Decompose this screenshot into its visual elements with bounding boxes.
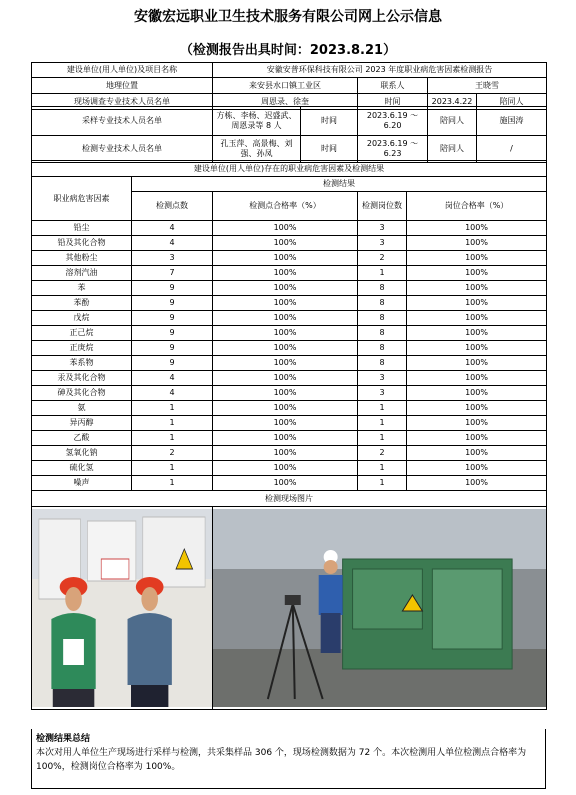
cell-points: 2 (132, 446, 213, 461)
cell-point-rate: 100% (213, 311, 358, 326)
photo-site-cell (213, 507, 547, 710)
cell-point-rate: 100% (213, 446, 358, 461)
cell-factor: 正己烷 (32, 326, 132, 341)
cell-factor: 硫化氢 (32, 461, 132, 476)
staff-sheet (31, 106, 546, 163)
cell-factor: 汞及其化合物 (32, 371, 132, 386)
cell-posts: 3 (358, 236, 407, 251)
cell-points: 1 (132, 461, 213, 476)
table-row (32, 341, 547, 356)
cell-factor: 噪声 (32, 476, 132, 491)
cell-factor: 氨 (32, 401, 132, 416)
sampling-time: 2023.6.19 ～6.20 (358, 107, 428, 136)
table-row (32, 356, 547, 371)
contact-label: 联系人 (358, 78, 428, 94)
cell-points: 4 (132, 386, 213, 401)
cell-point-rate: 100% (213, 431, 358, 446)
site-photo-image (213, 509, 546, 707)
survey-time: 2023.4.22 (428, 94, 477, 110)
cell-factor: 苯 (32, 281, 132, 296)
table-row (32, 401, 547, 416)
cell-points: 9 (132, 311, 213, 326)
cell-point-rate: 100% (213, 236, 358, 251)
col-post-rate: 岗位合格率（%） (407, 192, 547, 221)
sampling-value: 方栋、李杨、迟盛武、周恩录等 8 人 (213, 107, 301, 136)
location-value: 来安县水口镇工业区 (213, 78, 358, 94)
info-sheet (31, 62, 546, 110)
cell-factor: 铅尘 (32, 221, 132, 236)
companion-name: 施国涛 (477, 107, 547, 136)
cell-factor: 正庚烷 (32, 341, 132, 356)
cell-factor: 砷及其化合物 (32, 386, 132, 401)
cell-post-rate: 100% (407, 281, 547, 296)
cell-point-rate: 100% (213, 416, 358, 431)
cell-posts: 1 (358, 401, 407, 416)
cell-posts: 1 (358, 476, 407, 491)
cell-point-rate: 100% (213, 461, 358, 476)
table-row (32, 251, 547, 266)
table-row (32, 326, 547, 341)
photos-section-title: 检测现场图片 (32, 491, 547, 507)
staff-photo (32, 509, 212, 707)
table-row (32, 371, 547, 386)
cell-point-rate: 100% (213, 341, 358, 356)
results-rows (32, 221, 547, 491)
summary-heading: 检测结果总结 (36, 734, 91, 744)
cell-point-rate: 100% (213, 356, 358, 371)
cell-posts: 8 (358, 311, 407, 326)
cell-post-rate: 100% (407, 401, 547, 416)
col-point-rate: 检测点合格率（%） (213, 192, 358, 221)
cell-point-rate: 100% (213, 266, 358, 281)
table-row (32, 221, 547, 236)
summary-box (31, 729, 546, 789)
page-title: 安徽宏远职业卫生技术服务有限公司网上公示信息 (134, 9, 442, 25)
cell-posts: 8 (358, 341, 407, 356)
results-sheet (31, 160, 546, 710)
cell-point-rate: 100% (213, 371, 358, 386)
cell-factor: 戊烷 (32, 311, 132, 326)
cell-points: 1 (132, 431, 213, 446)
sampling-time-label: 时间 (301, 107, 358, 136)
cell-point-rate: 100% (213, 251, 358, 266)
sampling-label: 采样专业技术人员名单 (32, 107, 213, 136)
cell-post-rate: 100% (407, 476, 547, 491)
cell-points: 4 (132, 221, 213, 236)
cell-post-rate: 100% (407, 386, 547, 401)
survey-companion-label: 陪同人 (477, 94, 547, 110)
cell-factor: 苯酚 (32, 296, 132, 311)
survey-value: 周恩录、徐奎 (213, 94, 358, 110)
cell-posts: 3 (358, 386, 407, 401)
cell-points: 1 (132, 416, 213, 431)
cell-factor: 氢氧化钠 (32, 446, 132, 461)
cell-post-rate: 100% (407, 311, 547, 326)
cell-posts: 8 (358, 326, 407, 341)
table-row (32, 461, 547, 476)
cell-posts: 1 (358, 416, 407, 431)
cell-points: 4 (132, 236, 213, 251)
cell-point-rate: 100% (213, 476, 358, 491)
summary-text: 本次对用人单位生产现场进行采样与检测，共采集样品 306 个，现场检测数据为 72 个。本次检测用人单位检测点合格率为 100%，检测岗位合格率为 100%。 (36, 748, 527, 772)
table-row (32, 296, 547, 311)
cell-posts: 8 (358, 296, 407, 311)
cell-posts: 1 (358, 431, 407, 446)
test-companion-label: 陪同人 (428, 136, 477, 163)
cell-posts: 8 (358, 281, 407, 296)
cell-factor: 其他粉尘 (32, 251, 132, 266)
staff-photo-image (32, 509, 212, 707)
site-photo (213, 509, 546, 707)
cell-post-rate: 100% (407, 236, 547, 251)
results-group-header: 检测结果 (132, 177, 547, 192)
test-time-label: 时间 (301, 136, 358, 163)
cell-posts: 1 (358, 266, 407, 281)
table-row (32, 281, 547, 296)
cell-point-rate: 100% (213, 401, 358, 416)
cell-post-rate: 100% (407, 431, 547, 446)
cell-factor: 铅及其化合物 (32, 236, 132, 251)
cell-points: 3 (132, 251, 213, 266)
table-row (32, 311, 547, 326)
table-row (32, 431, 547, 446)
cell-post-rate: 100% (407, 416, 547, 431)
cell-factor: 苯系物 (32, 356, 132, 371)
test-value: 孔玉萍、高景梅、刘强、孙凤 (213, 136, 301, 163)
table-row (32, 266, 547, 281)
cell-points: 1 (132, 476, 213, 491)
cell-point-rate: 100% (213, 281, 358, 296)
cell-post-rate: 100% (407, 326, 547, 341)
table-row (32, 236, 547, 251)
cell-posts: 8 (358, 356, 407, 371)
cell-point-rate: 100% (213, 296, 358, 311)
cell-post-rate: 100% (407, 356, 547, 371)
table-row (32, 446, 547, 461)
sampling-companion-label: 陪同人 (428, 107, 477, 136)
cell-post-rate: 100% (407, 221, 547, 236)
cell-posts: 2 (358, 446, 407, 461)
cell-points: 9 (132, 281, 213, 296)
results-section-title: 建设单位(用人单位)存在的职业病危害因素及检测结果 (32, 161, 547, 177)
table-row (32, 386, 547, 401)
cell-points: 9 (132, 326, 213, 341)
cell-factor: 溶剂汽油 (32, 266, 132, 281)
cell-point-rate: 100% (213, 221, 358, 236)
report-date: （检测报告出具时间：2023.8.21） (179, 43, 397, 58)
cell-post-rate: 100% (407, 341, 547, 356)
table-row (32, 416, 547, 431)
cell-post-rate: 100% (407, 461, 547, 476)
photo-staff-cell (32, 507, 213, 710)
cell-posts: 2 (358, 251, 407, 266)
test-companion: / (477, 136, 547, 163)
cell-points: 7 (132, 266, 213, 281)
test-time: 2023.6.19 ～6.23 (358, 136, 428, 163)
cell-post-rate: 100% (407, 266, 547, 281)
factor-header: 职业病危害因素 (32, 177, 132, 221)
cell-factor: 异丙醇 (32, 416, 132, 431)
cell-posts: 3 (358, 371, 407, 386)
cell-point-rate: 100% (213, 326, 358, 341)
unit-label: 建设单位(用人单位)及项目名称 (32, 63, 213, 78)
table-row (32, 476, 547, 491)
cell-points: 4 (132, 371, 213, 386)
cell-post-rate: 100% (407, 251, 547, 266)
cell-posts: 3 (358, 221, 407, 236)
cell-post-rate: 100% (407, 296, 547, 311)
col-points: 检测点数 (132, 192, 213, 221)
cell-points: 9 (132, 296, 213, 311)
cell-point-rate: 100% (213, 386, 358, 401)
cell-post-rate: 100% (407, 446, 547, 461)
survey-time-label: 时间 (358, 94, 428, 110)
col-posts: 检测岗位数 (358, 192, 407, 221)
cell-factor: 乙酸 (32, 431, 132, 446)
location-label: 地理位置 (32, 78, 213, 94)
cell-points: 9 (132, 341, 213, 356)
test-label: 检测专业技术人员名单 (32, 136, 213, 163)
survey-label: 现场调查专业技术人员名单 (32, 94, 213, 110)
cell-points: 1 (132, 401, 213, 416)
cell-posts: 1 (358, 461, 407, 476)
cell-post-rate: 100% (407, 371, 547, 386)
cell-points: 9 (132, 356, 213, 371)
unit-value: 安徽安普环保科技有限公司 2023 年度职业病危害因素检测报告 (213, 63, 547, 78)
contact-value: 王晓雪 (428, 78, 547, 94)
